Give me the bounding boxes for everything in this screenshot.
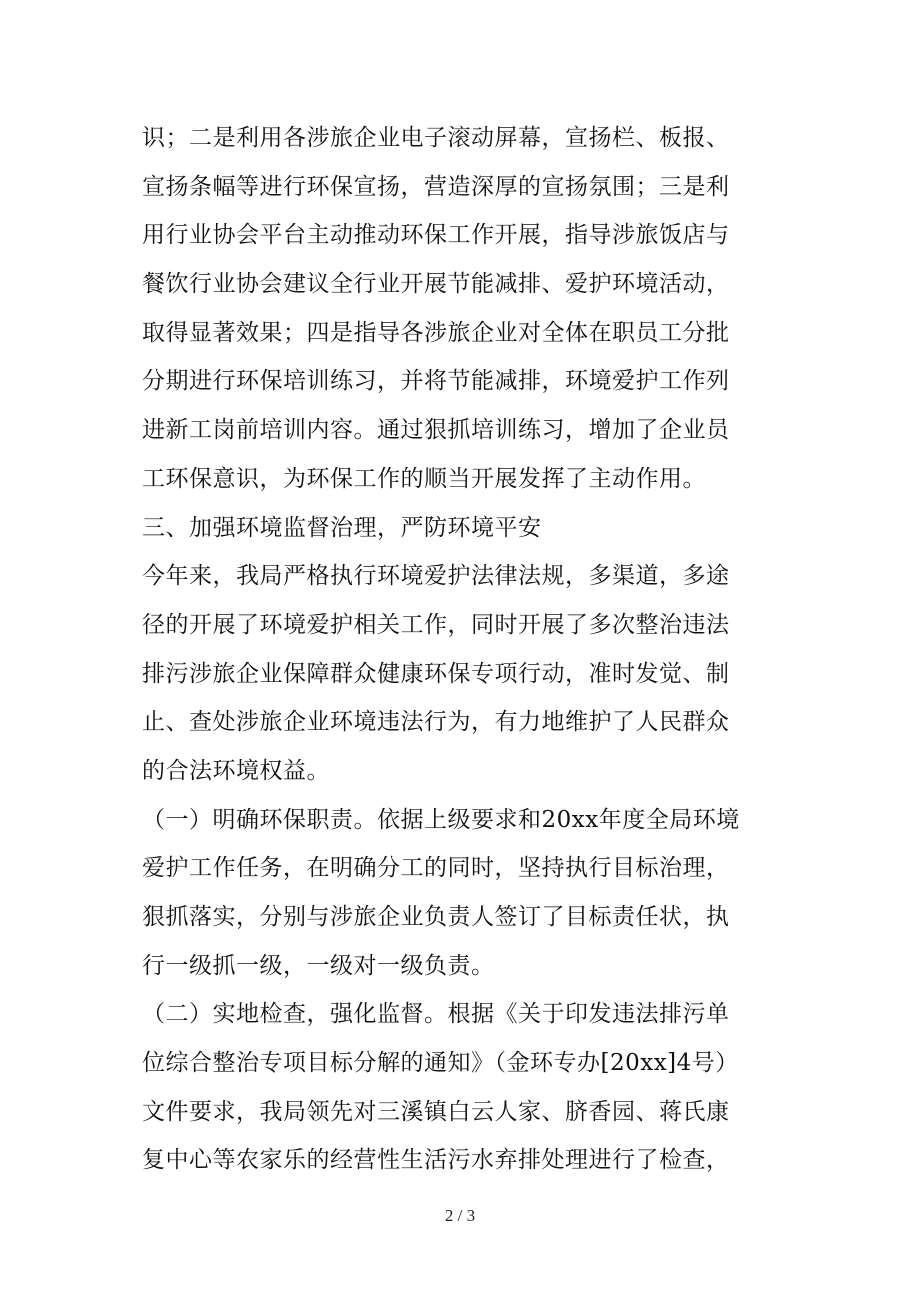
text-line: （二）实地检查，强化监督。根据《关于印发违法排污单 [142,1001,730,1028]
text-line: 径的开展了环境爱护相关工作，同时开展了多次整治违法 [142,611,730,638]
text-line: 工环保意识，为环保工作的顺当开展发挥了主动作用。 [142,465,706,492]
text-line: 用行业协会平台主动推动环保工作开展，指导涉旅饭店与 [142,222,730,249]
text-line: （一）明确环保职责。依据上级要求和20xx年度全局环境 [142,806,740,833]
section-heading: 三、加强环境监督治理，严防环境平安 [142,514,542,541]
page-number: 2 / 3 [444,1206,476,1225]
text-line: 爱护工作任务，在明确分工的同时，坚持执行目标治理， [142,855,730,882]
text-line: 文件要求，我局领先对三溪镇白云人家、脐香园、蒋氏康 [142,1098,730,1125]
text-line: 狠抓落实，分别与涉旅企业负责人签订了目标责任状，执 [142,904,730,930]
text-line: 的合法环境权益。 [142,757,330,784]
text-line: 止、查处涉旅企业环境违法行为，有力地维护了人民群众 [142,709,730,736]
text-line: 识；二是利用各涉旅企业电子滚动屏幕，宣扬栏、板报、 [142,125,730,151]
text-line: 餐饮行业协会建议全行业开展节能减排、爱护环境活动， [142,271,730,298]
text-line: 分期进行环保培训练习，并将节能减排，环境爱护工作列 [142,368,730,395]
text-line: 进新工岗前培训内容。通过狠抓培训练习，增加了企业员 [142,417,730,444]
text-line: 复中心等农家乐的经营性生活污水弃排处理进行了检查， [142,1147,730,1174]
text-line: 取得显著效果；四是指导各涉旅企业对全体在职员工分批 [142,319,730,346]
text-line: 位综合整治专项目标分解的通知》（金环专办[20xx]4号） [142,1050,739,1077]
text-line: 今年来，我局严格执行环境爱护法律法规，多渠道，多途 [142,563,730,590]
document-body [142,114,782,1185]
text-line: 行一级抓一级，一级对一级负责。 [142,952,495,979]
text-line: 宣扬条幅等进行环保宣扬，营造深厚的宣扬氛围；三是利 [142,173,730,200]
text-line: 排污涉旅企业保障群众健康环保专项行动，准时发觉、制 [142,660,730,687]
